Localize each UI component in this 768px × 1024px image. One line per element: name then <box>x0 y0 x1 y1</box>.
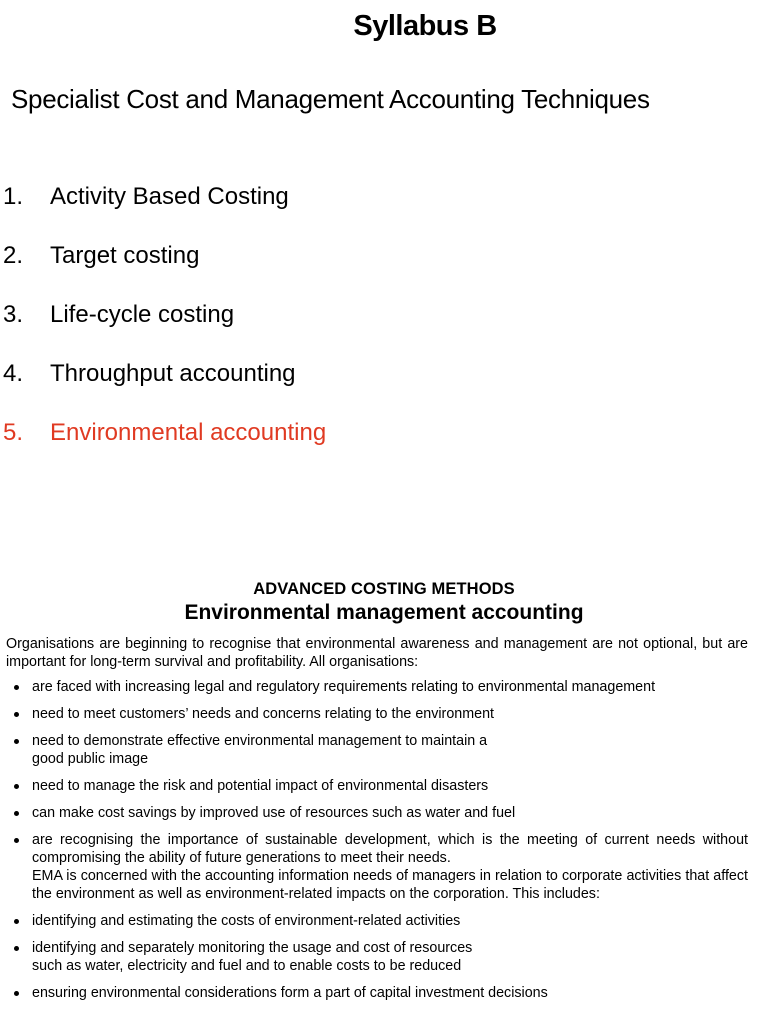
bullet-icon <box>14 946 19 951</box>
list-item <box>0 732 768 768</box>
list-item <box>0 912 768 930</box>
bullet-list <box>0 678 768 1002</box>
list-item-text: need to manage the risk and potential impact of environmental disasters <box>32 778 489 794</box>
slide-subtitle: Specialist Cost and Management Accounting Techniques <box>11 84 650 114</box>
list-item <box>0 831 768 903</box>
list-item-text: identifying and separately monitoring the usage and cost of resources <box>32 940 473 956</box>
list-item-text: need to meet customers’ needs and concerns relating to the environment <box>32 706 495 722</box>
bullet-icon <box>14 784 19 789</box>
list-item <box>0 984 768 1002</box>
list-item <box>0 678 768 696</box>
document-heading: Environmental management accounting <box>184 601 584 624</box>
bullet-icon <box>14 838 19 843</box>
document-intro: Organisations are beginning to recognise that environmental awareness and management are not optional, but are important for long-term survival and profitability. All organisations: <box>6 636 748 670</box>
list-item-text: are recognising the importance of sustainable development, which is the meeting of current needs without compromising the ability of future generations to meet their needs. <box>32 832 748 866</box>
bullet-icon <box>14 919 19 924</box>
topic-number: 2. <box>3 242 24 269</box>
list-item-text: good public image <box>32 751 149 767</box>
bullet-icon <box>14 685 19 690</box>
list-item-text: ensuring environmental considerations form a part of capital investment decisions <box>32 985 548 1001</box>
list-item-text: such as water, electricity and fuel and to enable costs to be reduced <box>32 958 462 974</box>
topic-label: Throughput accounting <box>50 360 296 387</box>
list-item-text: can make cost savings by improved use of resources such as water and fuel <box>32 805 516 821</box>
list-item-text: need to demonstrate effective environmental management to maintain a <box>32 733 488 749</box>
bullet-icon <box>14 739 19 744</box>
topic-label: Life-cycle costing <box>50 301 235 328</box>
document-kicker: ADVANCED COSTING METHODS <box>253 580 515 598</box>
bullet-icon <box>14 991 19 996</box>
list-item-text: EMA is concerned with the accounting information needs of managers in relation to corporate activities that affect the environment as well as environment-related impacts on the corporation. This includes: <box>32 868 748 902</box>
list-item-text: are faced with increasing legal and regulatory requirements relating to environmental management <box>32 679 656 695</box>
slide-title: Syllabus B <box>353 10 497 42</box>
bullet-icon <box>14 811 19 816</box>
document-page <box>0 580 768 1011</box>
topic-label: Environmental accounting <box>50 419 327 446</box>
list-item <box>0 777 768 795</box>
topic-number: 5. <box>3 419 24 446</box>
topic-number: 1. <box>3 183 24 210</box>
topic-number: 3. <box>3 301 24 328</box>
topic-number: 4. <box>3 360 24 387</box>
topic-label: Target costing <box>50 242 200 269</box>
bullet-icon <box>14 712 19 717</box>
list-item-text: identifying and estimating the costs of environment-related activities <box>32 913 461 929</box>
list-item <box>0 705 768 723</box>
list-item <box>0 804 768 822</box>
topic-label: Activity Based Costing <box>50 183 289 210</box>
list-item <box>0 939 768 975</box>
